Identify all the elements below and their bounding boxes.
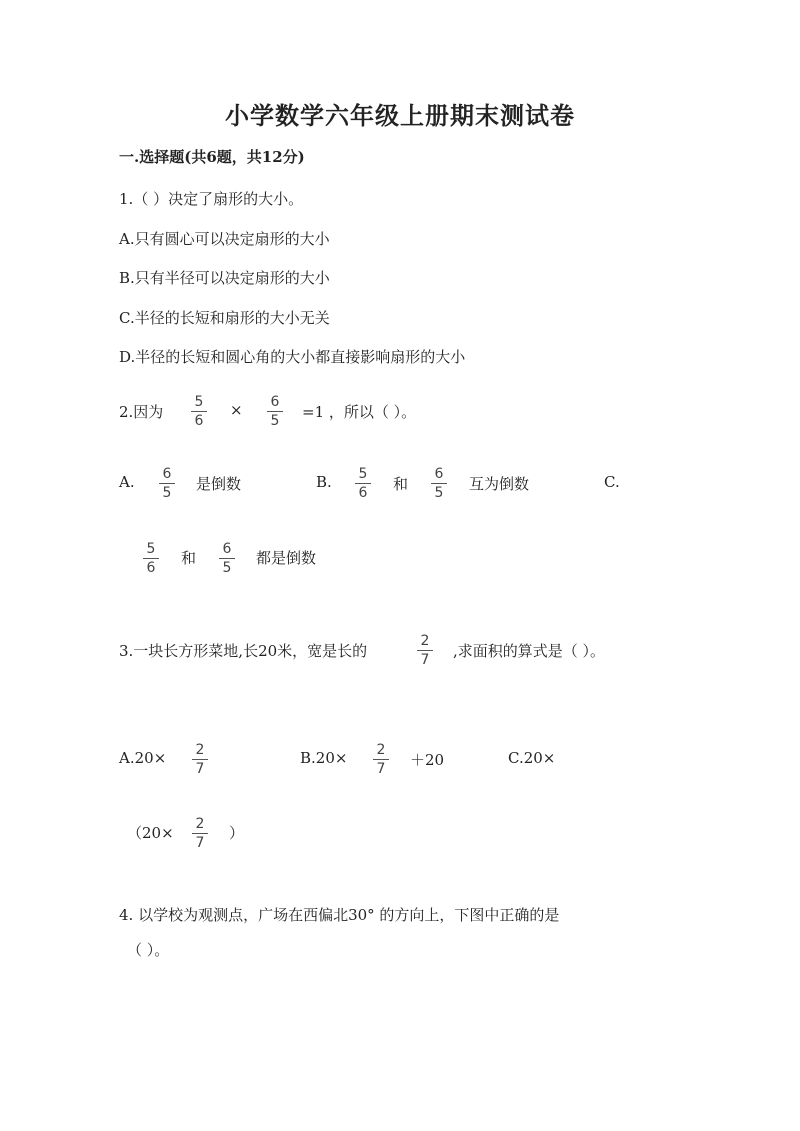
q4-stem-end: （ ）。 bbox=[127, 941, 170, 959]
q2-option-c-text: 都是倒数 bbox=[256, 549, 317, 567]
denominator: 5 bbox=[434, 485, 444, 501]
q3-option-a-label: A.20× bbox=[119, 749, 167, 767]
q2-option-b-and: 和 bbox=[393, 475, 409, 493]
numerator: 6 bbox=[162, 466, 172, 482]
numerator: 5 bbox=[146, 541, 156, 557]
q2-option-b-fraction-1 bbox=[352, 466, 374, 501]
q1-option-d: D.半径的长短和圆心角的大小都直接影响扇形的大小 bbox=[119, 348, 466, 366]
q3-stem: 3.一块长方形菜地,长20米，宽是长的 bbox=[119, 642, 368, 660]
q3-stem-end: ,求面积的算式是（ ）。 bbox=[453, 642, 606, 660]
q3-option-a-fraction bbox=[189, 742, 211, 777]
q2-option-c-fraction-1 bbox=[140, 541, 162, 576]
section-heading: 一.选择题(共6题，共12分) bbox=[119, 148, 305, 166]
numerator: 2 bbox=[195, 742, 205, 758]
q2-option-c-and: 和 bbox=[181, 549, 197, 567]
denominator: 5 bbox=[270, 413, 280, 429]
numerator: 6 bbox=[222, 541, 232, 557]
q3-option-b-label: B.20× bbox=[300, 749, 348, 767]
page-title: 小学数学六年级上册期末测试卷 bbox=[225, 101, 575, 130]
denominator: 7 bbox=[376, 761, 386, 777]
q2-option-b-label: B. bbox=[316, 473, 332, 491]
denominator: 5 bbox=[162, 485, 172, 501]
numerator: 2 bbox=[420, 633, 430, 649]
numerator: 6 bbox=[270, 394, 280, 410]
numerator: 2 bbox=[195, 816, 205, 832]
q1-stem: 1.（ ）决定了扇形的大小。 bbox=[119, 190, 304, 208]
q3-option-b-text: ＋20 bbox=[410, 751, 445, 769]
q3-option-c-fraction bbox=[189, 816, 211, 851]
denominator: 6 bbox=[358, 485, 368, 501]
q2-times: × bbox=[230, 401, 243, 419]
q2-prefix: 2.因为 bbox=[119, 403, 164, 421]
numerator: 5 bbox=[358, 466, 368, 482]
q1-option-c: C.半径的长短和扇形的大小无关 bbox=[119, 309, 330, 327]
denominator: 7 bbox=[420, 652, 430, 668]
q3-option-c-label: C.20× bbox=[508, 749, 556, 767]
q4-stem: 4. 以学校为观测点，广场在西偏北30° 的方向上，下图中正确的是 bbox=[119, 906, 560, 924]
q2-equals: =1 ，所以（ ）。 bbox=[302, 403, 417, 421]
denominator: 7 bbox=[195, 761, 205, 777]
q2-option-b-fraction-2 bbox=[428, 466, 450, 501]
q2-option-c-label: C. bbox=[604, 473, 620, 491]
q1-option-a: A.只有圆心可以决定扇形的大小 bbox=[119, 230, 330, 248]
q2-fraction-1 bbox=[188, 394, 210, 429]
q2-option-c-fraction-2 bbox=[216, 541, 238, 576]
q3-option-c-open: （20× bbox=[127, 824, 174, 842]
q2-option-b-text: 互为倒数 bbox=[469, 475, 530, 493]
denominator: 7 bbox=[195, 835, 205, 851]
denominator: 6 bbox=[194, 413, 204, 429]
q3-fraction bbox=[414, 633, 436, 668]
q2-option-a-fraction bbox=[156, 466, 178, 501]
q3-option-b-fraction bbox=[370, 742, 392, 777]
q2-option-a-label: A. bbox=[119, 473, 135, 491]
q1-option-b: B.只有半径可以决定扇形的大小 bbox=[119, 269, 330, 287]
q3-option-c-close: ） bbox=[229, 824, 245, 842]
numerator: 5 bbox=[194, 394, 204, 410]
denominator: 5 bbox=[222, 560, 232, 576]
q2-option-a-text: 是倒数 bbox=[196, 475, 242, 493]
q2-fraction-2 bbox=[264, 394, 286, 429]
numerator: 6 bbox=[434, 466, 444, 482]
denominator: 6 bbox=[146, 560, 156, 576]
numerator: 2 bbox=[376, 742, 386, 758]
